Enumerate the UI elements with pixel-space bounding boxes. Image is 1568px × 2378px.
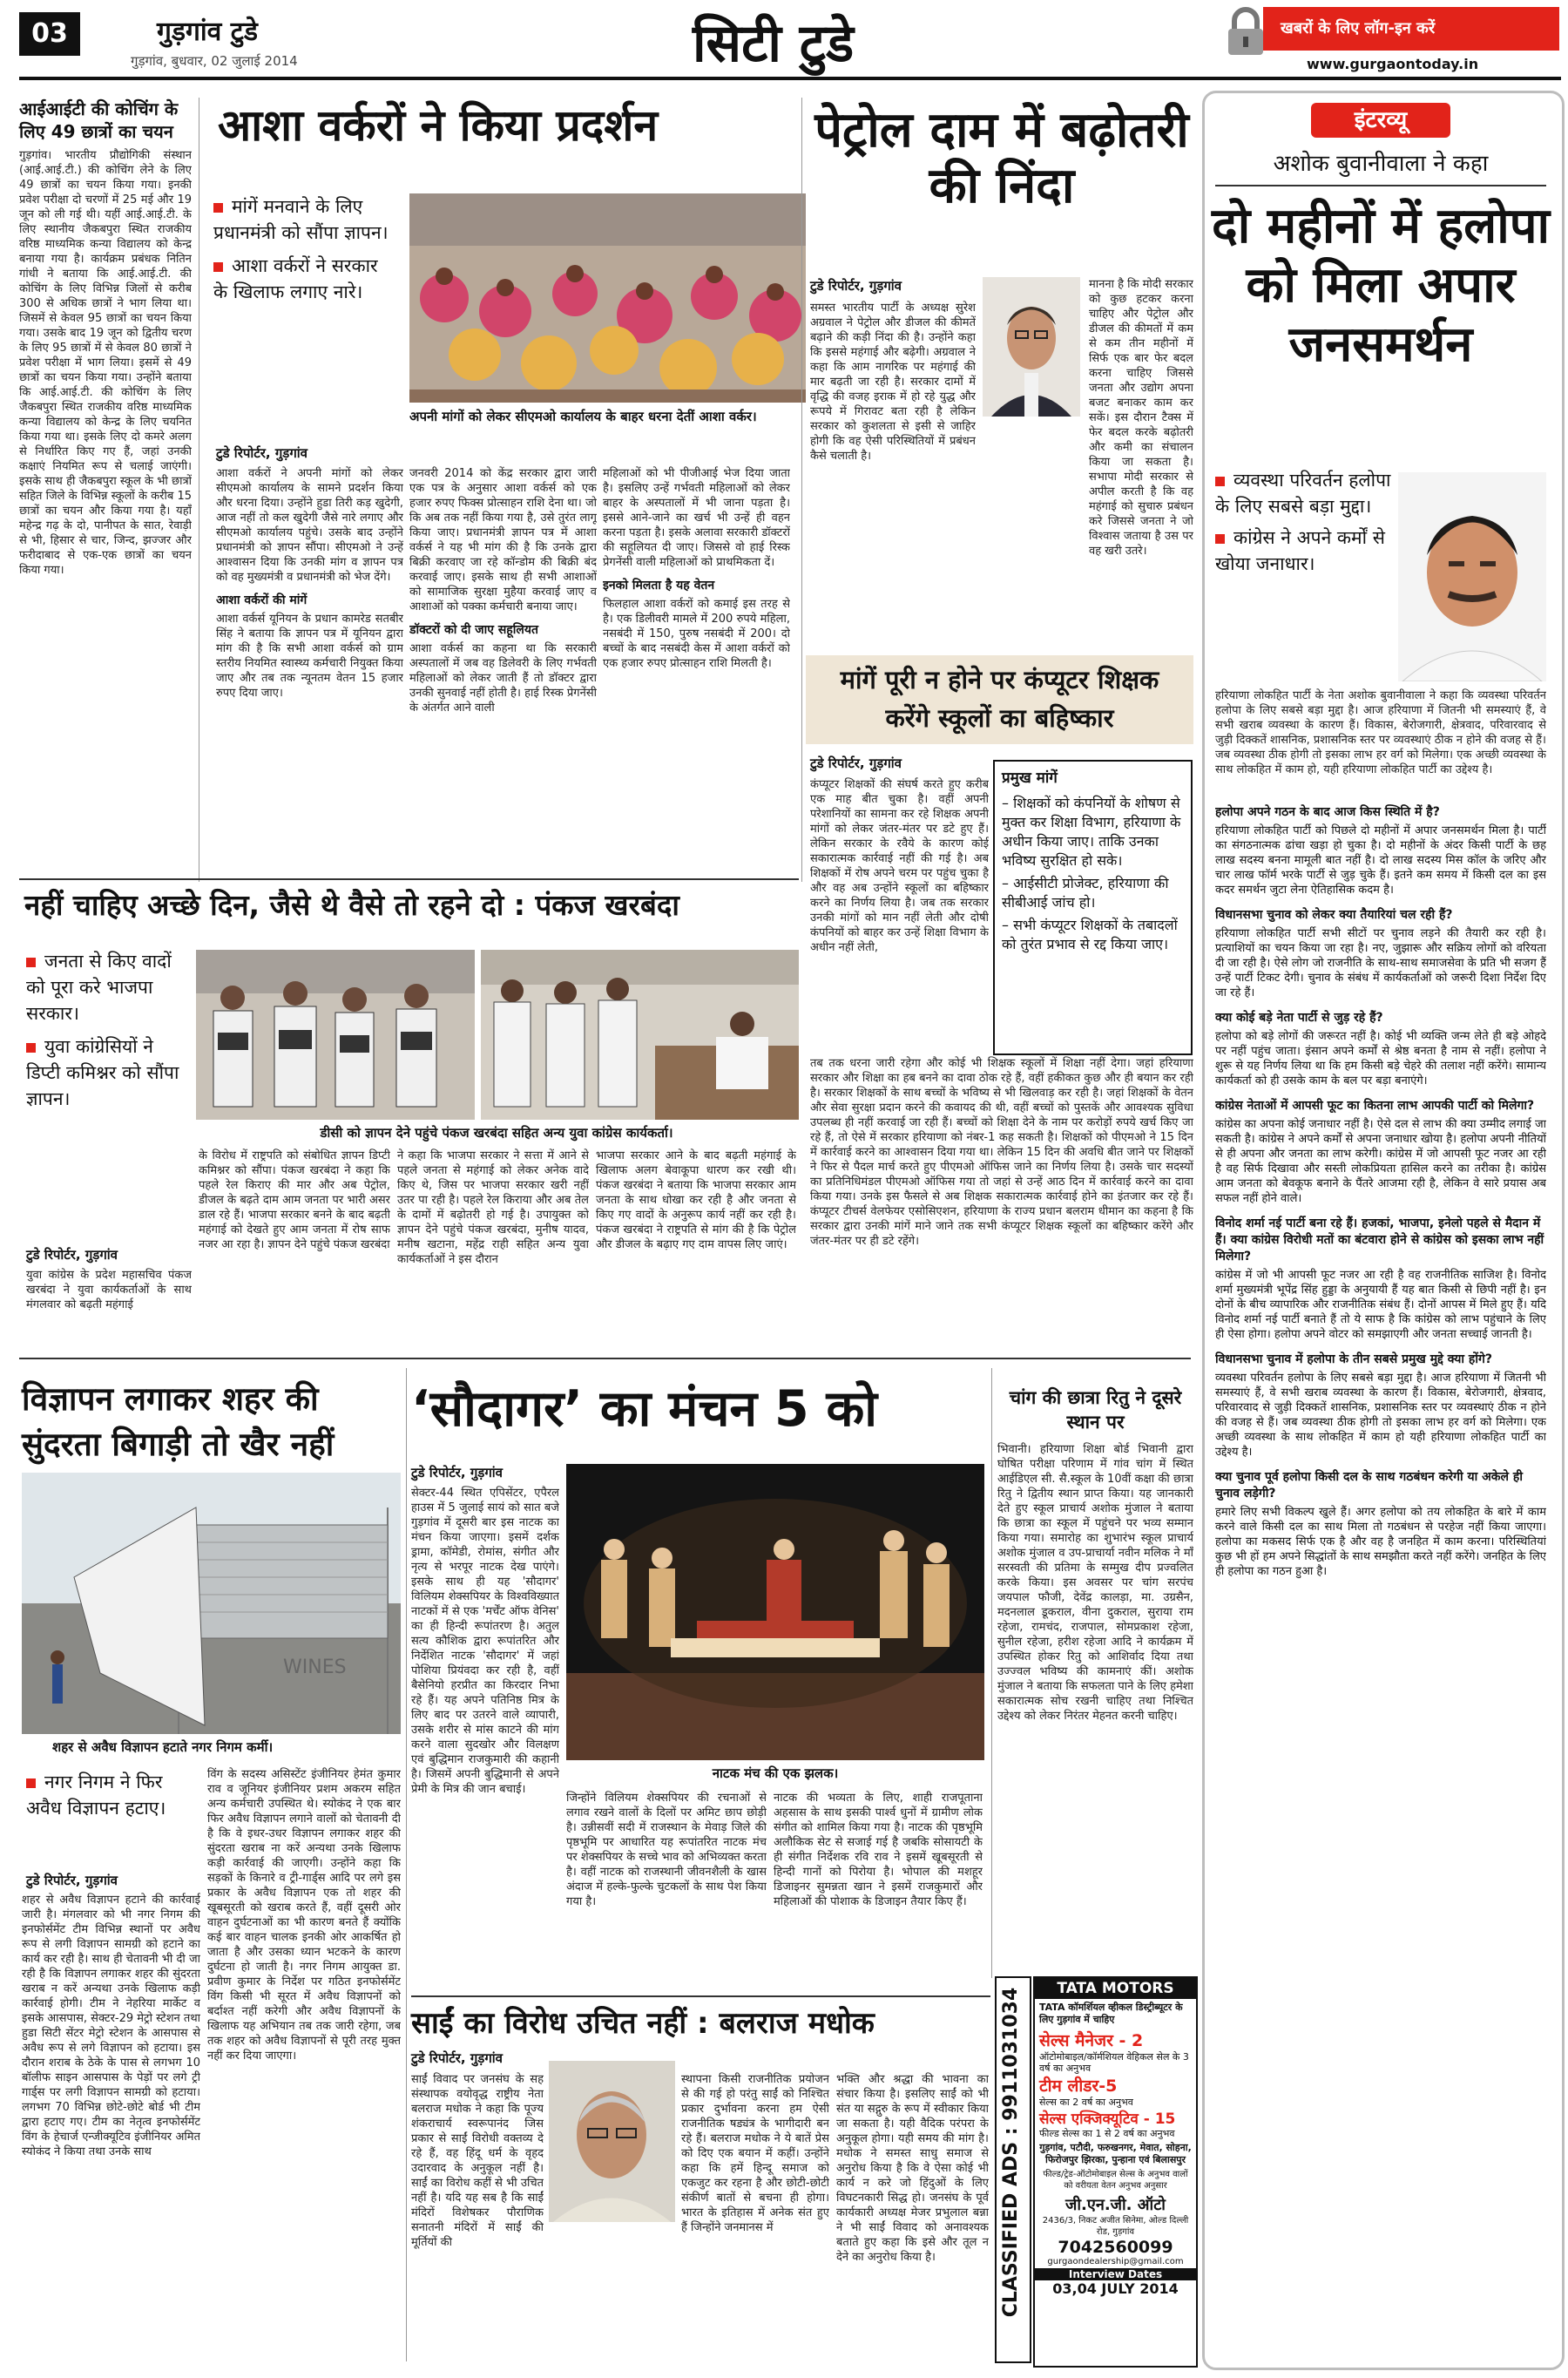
qa-item: क्या कोई बड़े नेता पार्टी से जुड़ रहे हैं? हलोपा को बड़े लोगों की जरूरत नहीं है। कोई भी व्यक्ति जन्म लेते ही बड़े ओहदे पर नहीं पहुंच जाता। इंसान अपने कर्मों से श्रेष्ठ बनता है नाम से नहीं। हलोपा ने शुरू से यह निर्णय लिया था कि हम किसी बड़े चेहरे की तलाश नहीं करेंगे। सामान्य कार्यकर्ता को ही उसके काम के बल पर बड़ा बनाएंगे। [1215,1011,1546,1087]
petrol-col-2: मानना है कि मोदी सरकार को कुछ हटकर करना चाहिए और पेट्रोल और डीजल की कीमतों में कम से कम तीन महीनों में सिर्फ एक बार फेर बदल करना चाहिए जिससे जनता और उद्योग अपना बजट बनाकर काम कर सकें। इस दौरान टैक्स में फेर बदल करके बढ़ोतरी और कमी का संचालन किया जा सकता है। सभापा मोदी सरकार से अपील करती है कि वह महंगाई को सुचारु प्रबंधन करे जिससे जनता ने जो विश्वास जताया है उस पर वह खरी उतरे। [1089,278,1193,558]
asha-col-2: जनवरी 2014 को केंद्र सरकार द्वारा जारी एक पत्र के अनुसार आशा वर्कर्स को एक हजार रुपए फिक्स प्रोत्साहन राशि देना था। जो कि अब तक नहीं किया गया है, उसे तुरंत लागू किया जाए। प्रधानमंत्री ज्ञापन पत्र में आशा वर्कर्स ने यह भी मांग की है कि उनके द्वारा बिक्री करवाए जा रहे कॉन्डोम की बिक्री बंद करवाई जाए। इसके साथ ही सभी आशाओं को सामाजिक सुरक्षा मुहैया करवाई जाए व आशाओं को पक्का कर्मचारी बनाया जाए। डॉक्टरों को दी जाए सहूलियत आशा वर्कर्स का कहना था कि सरकारी अस्पतालों में जब वह डिलेवरी के लिए गर्भवती महिलाओं को लेकर जाती हैं तो डॉक्टर द्वारा उनकी सुनवाई नहीं होती है। हाई रिस्क प्रेगनेंसी के अंतर्गत आने वाली [409,467,597,715]
divider [406,1368,407,2361]
iit-body: गुड़गांव। भारतीय प्रौद्योगिकी संस्थान (आई.आई.टी.) की कोचिंग लेने के लिए 49 छात्रों का चयन किया गया। इनकी प्रवेश परीक्षा दो चरणों में 25 मई और 19 जून को ली गई थी। यहीं आई.आई.टी. के लिए स्थानीय जैकबपुरा स्थित राजकीय वरिष्ठ माध्यमिक कन्या विद्यालय को केन्द्र बनाया गया है। कार्यक्रम प्रबंधक नितिन गांधी ने बताया कि आई.आई.टी. की कोचिंग के लिए विभिन्न जिलों से करीब 300 से अधिक छात्रों ने भाग लिया था। जिसमें से केवल 95 छात्रों का चयन किया गया। उसके बाद 19 जून को द्वितीय चरण के लिए 95 छात्रों में से केवल 80 छात्रों ने प्रवेश परीक्षा में भाग लिया। इसमें से 49 छात्रों का चयन किया गया। उन्होंने बताया कि आई.आई.टी. की कोचिंग के लिए जैकबपुरा स्थित राजकीय वरिष्ठ माध्यमिक कन्या विद्यालय को केन्द्र के लिए चयनित किया गया था। इसके लिए दो कमरे अलग से निर्धारित किए गए हैं, जहां उनकी कक्षाएं नियमित रूप से चलाई जाएंगी। इसके साथ ही जैकबपुरा स्कूल के भी छात्रों सहित जिले के विभिन्न स्कूलों के करीब 15 छात्रों का चयन और किया गया है। यहाँ महेन्द्र गढ़ के दो, पानीपत के सात, रेवाड़ी से भी, हिसार से चार, जिन्द, झज्जर और फरीदाबाद से एक-एक छात्रों का चयन किया गया। [19,149,192,577]
bullet-icon [213,262,223,272]
kharbanda-headline: नहीं चाहिए अच्छे दिन, जैसे थे वैसे तो रहने दो : पंकज खरबंदा [24,888,679,922]
kharbanda-photo-2 [481,950,799,1120]
classified-ad[interactable] [1033,1976,1198,2368]
ad-interview-label: Interview Dates [1035,2268,1196,2280]
website[interactable]: www.gurgaontoday.in [1307,56,1479,72]
petrol-headline: पेट्रोल दाम में बढ़ोतरी की निंदा [814,102,1189,214]
computer-demands-title: प्रमुख मांगें [1002,769,1058,787]
ads-city-bullet: नगर निगम ने फिर अवैध विज्ञापन हटाए। [26,1772,166,1819]
qa-item: विनोद शर्मा नई पार्टी बना रहे हैं। हजकां, भाजपा, इनेलो पहले से मैदान में हैं। क्या कांग्रेस विरोधी मतों का बंटवारा होने से कांग्रेस को इसका लाभ नहीं मिलेगा? कांग्रेस में जो भी आपसी फूट नजर आ रही है वह राजनीतिक साजिश है। विनोद शर्मा मुख्यमंत्री भूपेंद्र सिंह हुड्डा के अनुयायी हैं यह बात किसी से छिपी नहीं है। इन दोनों के बीच व्यापारिक और राजनीतिक संबंध हैं। दोनों आपस में मिले हुए हैं। यदि विनोद शर्मा नई पार्टी बनाते हैं तो ये साफ है कि कांग्रेस को लाभ पहुंचाने के लिए ही ऐसा होगा। हलोपा अपने वोटर को समझाएगी और जनता सच्चाई जानती है। [1215,1216,1546,1341]
asha-photo [409,193,806,403]
kharbanda-col-1: के विरोध में राष्ट्रपति को संबोधित ज्ञापन डिप्टी कमिश्नर को सौंपा। पंकज खरबंदा ने कहा कि पहले रेल किराए की मार और अब पेट्रोल, डीजल के बढ़ते दाम आम जनता पर भारी असर डाल रहे हैं। भाजपा सरकार बनने के बाद बढ़ती महंगाई को देखते हुए आम जनता में रोष साफ नजर आ रहा है। ज्ञापन देने पहुंचे पंकज खरबंदा [199,1149,390,1251]
interview-portrait [1398,472,1546,681]
qa-item: हलोपा अपने गठन के बाद आज किस स्थिति में है? हरियाणा लोकहित पार्टी को पिछले दो महीनों में अपार जनसमर्थन मिला है। पार्टी का संगठनात्मक ढांचा खड़ा हो चुका है। दो महीनों के अंदर किसी पार्टी के छह लाख सदस्य बनना मामूली बात नहीं है। दो लाख सदस्य मिस कॉल के जरिए और चार लाख फॉर्म भरके पार्टी से जुड़ चुके हैं। इतने कम समय में किसी दल का इस कदर समर्थन जुटा लेना ऐतिहासिक कदम है। [1215,805,1546,897]
divider [801,98,802,882]
ad-job-2: टीम लीडर-5 सेल्स का 2 वर्ष का अनुभव [1039,2077,1133,2108]
ad-company: जी.एन.जी. ऑटो [1065,2196,1166,2214]
kharbanda-lead: युवा कांग्रेस के प्रदेश महासचिव पंकज खरबंदा ने युवा कार्यकर्ताओं के साथ मंगलवार को बढ़ती महंगाई [26,1269,192,1311]
computer-demand-1: – शिक्षकों को कंपनियों के शोषण से मुक्त कर शिक्षा विभाग, हरियाणा के अधीन किया जाए। ताकि उनका भविष्य सुरक्षित हो सके। [1002,795,1181,869]
saudagar-col-3: नाटक की भव्यता के लिए, शाही राजपूताना अहसास के साथ इसकी पार्श्व धुनों में ग्रामीण लोक संगीत को शामिल किया गया है। नाटक की पृष्ठभूमि अलौकिक सेट से सजाई गई है जबकि सोसायटी के ही संगीत निर्देशक रवि राव ने इसमें खूबसूरती से हिन्दी गानों को पिरोया है। भोपाल की मशहूर डिजाइनर सुमन्नता खान ने इसमें राजकुमारों और महिलाओं की पोशाक के डिजाइन तैयार किए हैं। [774,1792,983,1908]
bullet-icon [26,1043,36,1053]
section-rule [19,1358,1191,1359]
ads-city-caption: शहर से अवैध विज्ञापन हटाते नगर निगम कर्मी। [52,1739,274,1755]
iit-headline: आईआईटी की कोचिंग के लिए 49 छात्रों का चयन [19,98,179,142]
brand-name: गुड़गांव टुडे [157,17,258,47]
saudagar-caption: नाटक मंच की एक झलक। [712,1765,839,1781]
qa-item: क्या चुनाव पूर्व हलोपा किसी दल के साथ गठबंधन करेगी या अकेले ही चुनाव लड़ेगी? हमारे लिए सभी विकल्प खुले हैं। अगर हलोपा को तय लोकहित के बारे में काम करने वाले किसी दल का साथ मिला तो गठबंधन से परहेज नहीं किया जाएगा। हलोपा का मकसद सिर्फ एक है और वह है जनहित में काम करना। परिस्थितियां कुछ भी हों हम अपने सिद्धांतों के साथ समझौता करते नहीं करेंगे। जनहित के लिए ही हलोपा का गठन हुआ है। [1215,1470,1546,1578]
bullet-icon [1215,477,1225,486]
kharbanda-byline: टुडे रिपोर्टर, गुड़गांव [26,1247,118,1263]
computer-byline: टुडे रिपोर्टर, गुड़गांव [810,755,902,771]
computer-col-1: कंप्यूटर शिक्षकों की संघर्ष करते हुए करीब एक माह बीत चुका है। वहीं अपनी परेशानियों का सामना कर रहे शिक्षक अपनी मांगों को लेकर जंतर-मंतर पर डटे हुए हैं। लेकिन सरकार के रवैये के कारण कोई सकारात्मक कार्रवाई नहीं की गई है। अब शिक्षकों में रोष अपने चरम पर पहुंच चुका है और वह अब उन्होंने स्कूलों का बहिष्कार करने का निर्णय लिया है। जब तक सरकार उनकी मांगों को मान नहीं लेती और दोषी कंपनियों को बाहर कर उन्हें शिक्षा विभाग के अधीन नहीं लेती, [810,778,989,954]
masthead [0,0,1568,78]
petrol-byline: टुडे रिपोर्टर, गुड़गांव [810,278,902,294]
ritu-headline: चांग की छात्रा रितु ने दूसरे स्थान पर [1009,1387,1182,1433]
interview-intro: हरियाणा लोकहित पार्टी के नेता अशोक बुवानीवाला ने कहा कि व्यवस्था परिवर्तन हलोपा के लिए सबसे बड़ा मुद्दा है। आज हरियाणा में जितनी भी समस्याएं हैं, वे सभी खराब व्यवस्था के कारण हैं। विकास, बेरोजगारी, क्षेत्रवाद, परिवारवाद से जुड़ी दिक्कतें शासनिक, प्रशासनिक स्तर पर व्यवस्थाएं ठीक न होने की वजह से हैं। जब व्यवस्था ठीक होगी तो इसका लाभ हर वर्ग को मिलेगा। एक अच्छी व्यवस्था के साथ लोकहित में काम हो, यही हरियाणा लोकहित पार्टी का उद्देश्य है। [1215,689,1546,776]
sai-col-1: साईं विवाद पर जनसंघ के सह संस्थापक वयोवृद्ध राष्ट्रीय नेता बलराज मधोक ने कहा कि पूज्य शंकराचार्य स्वरूपानंद जिस प्रकार से साईं विरोधी वक्तव्य दे रहे हैं, वह हिंदू धर्म के वृहद उदारवाद के अनुकूल नहीं है। साईं का विरोध कहीं से भी उचित नहीं है। यदि यह सब है कि साईं मंदिरों विशेषकर पौराणिक सनातनी मंदिरों में साईं की मूर्तियों की [411,2073,544,2249]
ad-brand: TATA MOTORS [1035,1978,1196,1999]
iit-story [19,98,192,898]
ad-job-3: सेल्स एक्जिक्यूटिव - 15 फील्ड सेल्स का 1 से 2 वर्ष का अनुभव [1039,2110,1176,2139]
saudagar-byline: टुडे रिपोर्टर, गुड़गांव [411,1465,503,1480]
ads-city-col-2: विंग के सदस्य असिस्टेंट इंजीनियर हेमंत कुमार राव व जूनियर इंजीनियर प्रशम अकरम सहित अन्य कर्मचारी उपस्थित थे। स्योकंद ने एक बार फिर अवैध विज्ञापन लगाने वालों को चेतावनी दी है कि वे इधर-उधर विज्ञापन लगाकर शहर की सुंदरता खराब ना करें अन्यथा उनके खिलाफ कड़ी कार्रवाई की जाएगी। उन्होंने कहा कि सड़कों के किनारे व ट्री-गार्ड्स आदि पर लगे इस प्रकार के अवैध विज्ञापन एक तो शहर की खूबसूरती को खराब करते हैं, वहीं दूसरी ओर वाहन दुर्घटनाओं का भी कारण बनते हैं क्योंकि कई बार वाहन चालक इनकी ओर आकर्षित हो जाता है और उसका ध्यान भटकने के कारण दुर्घटना हो जाती है। नगर निगम आयुक्त डा. प्रवीण कुमार के निर्देश पर गठित इनफोर्समेंट विंग किसी भी सूरत में अवैध विज्ञापनों को बर्दाश्त नहीं करेगी और अवैध विज्ञापनों के खिलाफ यह अभियान तब तक जारी रहेगा, जब तक शहर को अवैध विज्ञापनों से पूरी तरह मुक्त नहीं कर दिया जाएगा। [207,1768,401,2063]
asha-caption: अपनी मांगों को लेकर सीएमओ कार्यालय के बाहर धरना देतीं आशा वर्कर। [409,409,757,424]
interview-bullets [1215,467,1394,577]
sai-headline: साईं का विरोध उचित नहीं : बलराज मधोक [411,2006,875,2041]
asha-headline: आशा वर्करों ने किया प्रदर्शन [218,100,659,151]
ad-email[interactable]: gurgaondealership@gmail.com [1047,2257,1184,2266]
ritu-body: भिवानी। हरियाणा शिक्षा बोर्ड भिवानी द्वारा घोषित परीक्षा परिणाम में गांव चांग में स्थित आईडिएल सी. सै.स्कूल के 10वीं कक्षा की छात्रा रितु ने द्वितीय स्थान प्राप्त किया। यह जानकारी देते हुए स्कूल प्राचार्य अशोक मुंजाल ने बताया कि छात्रा का स्कूल में पहुंचने पर भव्य सम्मान किया गया। समारोह का शुभारंभ स्कूल प्राचार्य अशोक मुंजाल व उप-प्राचार्या नवीन मलिक ने माँ सरस्वती की प्रतिमा के सम्मुख दीप प्रज्वलित करके किया। इस अवसर पर चांग सरपंच जयपाल फौजी, देवेंद्र कालड़ा, मा. उग्रसैन, मदनलाल डूकराल, वीना दुकराल, सुराया राम रहेजा, रामचंद, राजपाल, सोमप्रकाश रहेजा, सुनील रहेजा, हरीश रहेजा आदि ने कार्यक्रम में उपस्थित होकर रितु को आशिर्वाद दिया तथा उज्ज्वल भविष्य की कामनाएं कीं। अशोक मुंजाल ने बताया कि सफलता पाने के लिए हमेशा सकारात्मक सोच रखनी चाहिए तथा निश्चित उद्देश्य को लेकर निरंतर मेहनत करनी चाहिए। [997,1443,1193,1723]
asha-sub-2: डॉक्टरों को दी जाए सहूलियत [409,623,538,637]
ads-city-col-1: शहर से अवैध विज्ञापन हटाने की कार्रवाई जारी है। मंगलवार को भी नगर निगम की इनफोर्समेंट टीम विभिन्न स्थानों पर अवैध रूप से लगी विज्ञापन सामग्री को हटाने का कार्य कर रही है। साथ ही चेतावनी भी दी जा रही है कि विज्ञापन लगाकर शहर की सुंदरता खराब न करें अन्यथा उनके खिलाफ कड़ी कार्रवाई होगी। टीम ने नेहरिया मार्केट व इसके आसपास, सेक्टर-29 मेट्रो स्टेशन तथा हुडा सिटी सेंटर मेट्रो स्टेशन के आसपास से अवैध रूप से लगे विज्ञापन को हटाया। इस दौरान शराब के ठेके के पास से लगभग 10 बॉलीफ साइन आसपास के पेड़ों पर लगे ट्री गार्ड्स पर लगी विज्ञापन सामग्री को हटाया। लगभग 70 विभिन्न छोटे-छोटे बोर्ड भी टीम द्वारा हटाए गए। टीम का नेतृत्व इनफोर्समेंट विंग के हेचार्ज एन्जीक्यूटिव इंजीनियर अमित स्योकंद ने किया तथा उनके साथ [22,1894,200,2158]
ad-phone[interactable]: 7042560099 [1058,2238,1173,2257]
asha-col-1: आशा वर्करों ने अपनी मांगों को लेकर सीएमओ कार्यालय के सामने प्रदर्शन किया और धरना दिया। उन्होंने हुडा तिरी कड़ खुदेगी, आज नहीं तो कल खुदेगी जैसे नारे लगाए और सीएमओ कार्यालय पहुंचे। उसके बाद उन्होंने प्रधानमंत्री को ज्ञापन सौंपा। सीएमओ ने उन्हें आश्वासन दिया कि उनकी मांग व ज्ञापन पत्र को वह मुख्यमंत्री व प्रधानमंत्री को भेज देंगे। आशा वर्करों की मांगें आशा वर्कर्स यूनियन के प्रधान कामरेड सतबीर सिंह ने बताया कि ज्ञापन पत्र में यूनियन द्वारा मांग की है कि सभी आशा वर्कर्स को ग्राम स्तरीय नियमित स्वास्थ्य कर्मचारी नियुक्त किया जाए और तब तक न्यूनतम वेतन 15 हजार रुपए दिया जाए। [216,467,403,700]
ad-interview-dates: 03,04 JULY 2014 [1052,2280,1179,2297]
section-rule [411,1995,990,1997]
ad-address: 2436/3, निकट अजीत सिनेमा, ओल्ड दिल्ली रोड, गुड़गांव [1042,2216,1189,2237]
kharbanda-col-2: ने कहा कि भाजपा सरकार ने सत्ता में आने से पहले जनता से महंगाई को लेकर अनेक वादे किए थे, जिस पर भाजपा सरकार खरी नहीं उतर पा रही है। पहले रेल किराया और अब तेल के दामों में बढ़ोतरी हो गई है। उपायुक्त को ज्ञापन देने पहुंचे पंकज खरबंदा, मुनीष यादव, मनीष खटाना, महेंद्र राही सहित अन्य युवा कार्यकर्ताओं ने इस दौरान [397,1149,589,1266]
sai-col-2: स्थापना किसी राजनीतिक प्रयोजन से की गई हो परंतु साईं को निश्चित प्रकार दुर्भावना करना हम ऐसी राजनीतिक षड्यंत्र के भागीदारी बन रहे हैं। बलराज मधोक ने ये बातें प्रेस को दिए एक बयान में कहीं। उन्होंने कहा कि हमें हिन्दू समाज को एकजुट कर रहना है और छोटी-छोटी संकीर्ण बातों से बचना ही होगा। भारत के इतिहास में अनेक संत हुए हैं जिन्होंने जनमानस में [681,2073,829,2234]
interview-bullet-2: कांग्रेस ने अपने कर्मों से खोया जनाधार। [1215,527,1385,574]
saudagar-col-1: सेक्टर-44 स्थित एपिसेंटर, एपैरल हाउस में 5 जुलाई सायं को सात बजे गुड़गांव में दूसरी बार इस नाटक का मंचन किया जाएगा। इसमें दर्शक ड्रामा, कॉमेडी, रोमांस, संगीत और नृत्य से भरपूर नाटक देख पाएंगे। इसके साथ ही यह 'सौदागर' विलियम शेक्सपियर के विश्वविख्यात नाटकों में से एक 'मर्चेंट ऑफ वेनिस' का ही हिन्दी रूपांतरण है। अतुल सत्य कौशिक द्वारा रूपांतरित और निर्देशित नाटक 'सौदागर' में जहां पोशिया प्रियंवदा कर रही है, वहीं बैसेनियो हरप्रीत का किरदार निभा रहे हैं। यह अपने पतिनिष्ठ मित्र के लिए बाद पर उतरने वाले व्यापारी, उसके शरीर से मांस काटने की मांग करने वाला सुदखोर और विलक्षण एवं बुद्धिमान राजकुमारी की कहानी है। जिसमें अपनी बुद्धिमानी से अपने प्रेमी के मित्र की जान बचाई। [411,1487,559,1796]
computer-headline: मांगें पूरी न होने पर कंप्यूटर शिक्षक करेंगे स्कूलों का बहिष्कार [840,665,1159,733]
section-rule [19,878,799,880]
computer-demand-3: – सभी कंप्यूटर शिक्षकों के तबादलों को तुरंत प्रभाव से रद्द किया जाए। [1002,917,1178,952]
kharbanda-col-3: भाजपा सरकार आने के बाद बढ़ती महंगाई के खिलाफ अलग बेवाकूपा धारण कर रखी थी। पंकज खरबंदा ने बताया कि भाजपा सरकार आम जनता के साथ धोखा कर रही है और जनता से किए गए वादों के अनुरूप कार्य नहीं कर रही है। पंकज खरबंदा ने राष्ट्रपति से मांग की है कि पेट्रोल और डीजल के बढ़ाए गए दाम वापस लिए जाएं। [596,1149,796,1251]
qa-item: विधानसभा चुनाव को लेकर क्या तैयारियां चल रही हैं? हरियाणा लोकहित पार्टी सभी सीटों पर चुनाव लड़ने की तैयारी कर रही है। प्रत्याशियों का चयन किया जा रहा है। नए, जुझारू और सक्रिय लोगों को वरियता दी जा रही है। ऐसे लोग जो राजनीति के साथ-साथ समाजसेवा के प्रति भी सजग हैं उन्हें पार्टी टिकट देगी। चुनाव के संबंध में कार्यकर्ताओं को जरूरी दिशा निर्देश दिए जा रहे हैं। [1215,908,1546,999]
petrol-col-1: समस्त भारतीय पार्टी के अध्यक्ष सुरेश अग्रवाल ने पेट्रोल और डीजल की कीमतें बढ़ाने की कड़ी निंदा की है। उन्होंने कहा कि इससे महंगाई और बढ़ेगी। अग्रवाल ने कहा कि आम नागरिक पर महंगाई की मार बढ़ती जा रही है। सरकार दामों में वृद्धि की वजह इराक में हो रहे युद्ध और रूपये में गिरावट बता रही है लेकिन सरकार को कुशलता से इसी से जाहिर होगी कि वह ऐसी परिस्थितियों में प्रबंधन कैसे चलाती है। [810,301,976,463]
dateline: गुड़गांव, बुधवार, 02 जुलाई 2014 [131,53,298,69]
kharbanda-caption: डीसी को ज्ञापन देने पहुंचे पंकज खरबंदा सहित अन्य युवा कांग्रेस कार्यकर्ता। [320,1125,673,1141]
section-title: सिटी टुडे [693,13,855,74]
svg-text:WINES: WINES [283,1656,347,1678]
asha-sub-1: आशा वर्करों की मांगें [216,593,308,607]
qa-item: विधानसभा चुनाव में हलोपा के तीन सबसे प्रमुख मुद्दे क्या होंगे? व्यवस्था परिवर्तन हलोपा के लिए सबसे बड़ा मुद्दा है। आज हरियाणा में जितनी भी समस्याएं हैं, वे सभी खराब व्यवस्था के कारण हैं। विकास, बेरोजगारी, क्षेत्रवाद, परिवारवाद से जुड़ी दिक्कतें शासनिक, प्रशासनिक स्तर पर व्यवस्थाएं ठीक न होने की वजह से हैं। जब व्यवस्था ठीक होगी तो इसका लाभ हर वर्ग को मिलेगा। एक अच्छी व्यवस्था के साथ लोकहित में काम हो यही हरियाणा लोकहित पार्टी का उद्देश्य है। [1215,1352,1546,1459]
kharbanda-bullet-1: जनता से किए वादों को पूरा करे भाजपा सरकार। [26,951,172,1024]
interview-kicker: अशोक बुवानीवाला ने कहा [1273,151,1489,177]
masthead-rule [19,77,1561,80]
bullet-icon [1215,534,1225,544]
computer-demand-2: – आईसीटी प्रोजेक्ट, हरियाणा की सीबीआई जांच हो। [1002,875,1169,911]
ad-job-1: सेल्स मैनेजर - 2 ऑटोमोबाइल/कॉर्मशियल वेहिकल सेल के 3 वर्ष का अनुभव [1039,2031,1189,2074]
interview-tag: इंटरव्यू [1311,103,1450,138]
computer-demands-box [993,760,1193,1055]
bullet-icon [26,958,36,967]
ad-locations: गुड़गांव, पटौदी, फरुखनगर, मेवात, सोहना, फिरोजपुर झिरका, पुन्हाना एवं बिलासपुर [1039,2142,1192,2165]
page-number-text: 03 [31,18,68,49]
saudagar-photo [566,1464,984,1760]
bullet-icon [213,203,223,213]
sai-portrait [549,2061,675,2222]
ad-note: फील्ड/ट्रेड-ऑटोमोबाइल सेल्स के अनुभव वालों को वरीयता वेतन अनुभव अनुसार [1043,2170,1188,2191]
qa-item: कांग्रेस नेताओं में आपसी फूट का कितना लाभ आपकी पार्टी को मिलेगा? कांग्रेस का अपना कोई जनाधार नहीं है। ऐसे दल से लाभ की क्या उम्मीद लगाई जा सकती है। कांग्रेस ने अपने कर्मों से अपना जनाधार खोया है। हलोपा अपनी नीतियों से ही अपना और जनता का लाभ करेगी। कांग्रेस में जो आपसी फूट नजर आ रही है वह सिर्फ दिखावा और सस्ती लोकप्रियता हासिल करने का तरीका है। कांग्रेस आम जनता को बेवकूफ बनाने के पैंतरे आजमा रही है, लेकिन वे सारे प्रयास अब सफल नहीं होने वाले। [1215,1099,1546,1205]
asha-sub-3: इनको मिलता है यह वेतन [603,579,715,593]
sai-byline: टुडे रिपोर्टर, गुड़गांव [411,2050,503,2066]
computer-col-wide: तब तक धरना जारी रहेगा और कोई भी शिक्षक स्कूलों में शिक्षा नहीं देगा। जहां हरियाणा सरकार और शिक्षा का हब बनने का दावा ठोक रहे हैं, वहीं हकीकत कुछ और ही बयान कर रही है। सरकार शिक्षकों के साथ बच्चों के भविष्य से भी खिलवाड़ कर रही है। जहां शिक्षकों के वेतन और सेवा सुरक्षा प्रदान करने की कवायद की थी, वहीं बच्चों को पुस्तकें और आवश्यक सुविधा उपलब्ध ही नहीं करवाई जा रही हैं। बच्चों को शिक्षा देने के नाम पर करोड़ों रुपये खर्च किए जा रहे हैं, तो ऐसे में सरकार हरियाणा को नंबर-1 कह सकती है। शिक्षकों को पीएमओ ने 15 दिन में कार्रवाई करने का आश्वासन दिया गया था। लेकिन 15 दिन की अवधि बीत जाने पर शिक्षकों ने फिर से पैदल मार्च करते हुए पीएमओ ऑफिस जाने का निर्णय लिया है। उसके चार सदस्यों का प्रतिनिधिमंडल पीएमओ ऑफिस गया तो जहां से उन्हें आठ दिन में कार्रवाई करने का दावा किया गया। उनके इस फैसले से अब शिक्षक सकारात्मक कार्रवाई होने का इंतजार कर रहे हैं। कंप्यूटर टीचर्स वेलफेयर एसोसिएशन, हरियाणा के राज्य प्रधान बलराम धीमान का कहना है कि सरकार द्वारा उनकी मांगें माने जाने तक सभी कंप्यूटर शिक्षक स्कूलों का बहिष्कार करेंगे और जंतर-मंतर पर ही डटे रहेंगे। [810,1057,1193,1248]
interview-headline: दो महीनों में हलोपा को मिला अपार जनसमर्थन [1211,198,1551,373]
lock-icon [1224,5,1267,58]
kharbanda-bullet-2: युवा कांग्रेसियों ने डिप्टी कमिश्नर को सौंपा ज्ञापन। [26,1036,179,1109]
ads-city-photo [22,1473,401,1734]
ads-city-headline: विज्ञापन लगाकर शहर की सुंदरता बिगाड़ी तो खैर नहीं [22,1380,335,1463]
asha-byline: टुडे रिपोर्टर, गुड़गांव [216,445,308,461]
asha-col-3: महिलाओं को भी पीजीआई भेज दिया जाता है। इसलिए उन्हें गर्भवती महिलाओं को लेकर बाहर के अस्पतालों में भी जाना पड़ता है। इससे आने-जाने का खर्च भी उन्हें ही वहन करना पड़ता है। इसके अलावा सरकारी डॉक्टरों की सहूलियत दी जाए। जिससे वो हाई रिस्क प्रेगनेंसी वाली महिलाओं को प्राथमिकता दें। इनको मिलता है यह वेतन फिलहाल आशा वर्करों को कमाई इस तरह से है। एक डिलीवरी मामले में 200 रुपये महिला, नसबंदी में 150, पुरुष नसबंदी में 200। दो बच्चों के बाद नसबंदी केस में आशा वर्करों को एक हजार रुपए प्रोत्साहन राशि मिलती है। [603,467,790,670]
asha-bullet-2: आशा वर्करों ने सरकार के खिलाफ लगाए नारे। [213,255,378,302]
interview-bullet-1: व्यवस्था परिवर्तन हलोपा के लिए सबसे बड़ा मुद्दा। [1215,470,1391,517]
interview-rule [1215,185,1546,186]
asha-bullet-1: मांगें मनवाने के लिए प्रधानमंत्री को सौंपा ज्ञापन। [213,196,389,243]
kharbanda-photo-1 [196,950,475,1120]
ads-city-byline: टुडे रिपोर्टर, गुड़गांव [26,1873,118,1888]
divider [991,1368,992,1978]
petrol-portrait [983,277,1080,417]
login-text[interactable]: खबरों के लिए लॉग-इन करें [1281,19,1436,37]
bullet-icon [26,1778,36,1788]
sai-col-3: भक्ति और श्रद्धा की भावना का संचार किया है। इसलिए साईं को भी संत या सद्गुरु के रूप में स्वीकार किया जा सकता है। यही वैदिक परंपरा के अनुकूल होगा। यही समय की मांग है। मधोक ने समस्त साधु समाज से अनुरोध किया है कि वे ऐसा कोई भी कार्य न करे जो हिंदुओं के लिए विघटनकारी सिद्ध हो। जनसंघ के पूर्व कार्यकारी अध्यक्ष मेजर प्रभुलाल बन्ना ने भी साईं विवाद को अनावश्यक बताते हुए कहा कि इसे और तूल न देने का अनुरोध किया है। [836,2073,989,2264]
classified-vertical[interactable]: CLASSIFIED ADS : 9911031034 [1000,1987,1022,2318]
asha-bullets [213,193,396,305]
saudagar-headline: ‘सौदागर’ का मंचन 5 को [411,1380,878,1438]
interview-qa [1215,795,1546,2359]
saudagar-col-2: जिन्होंने विलियम शेक्सपियर की रचनाओं से लगाव रखने वालों के दिलों पर अमिट छाप छोड़ी है। उन्नीसवीं सदी में राजस्थान के मेवाड़ जिले की पृष्ठभूमि पर आधारित यह रूपांतरित नाटक मंच पर शेक्सपियर के सच्चे भाव को अभिव्यक्त करता है। वहीं नाटक को राजस्थानी जीवनशैली के खास अंदाज में हल्के-फुल्के चुटकलों के साथ पेश किया गया है। [566,1792,767,1908]
ad-intro: TATA कॉमर्शियल व्हीकल डिस्ट्रीब्यूटर के लिए गुड़गांव में चाहिए [1039,2002,1183,2025]
kharbanda-bullets [26,948,192,1112]
